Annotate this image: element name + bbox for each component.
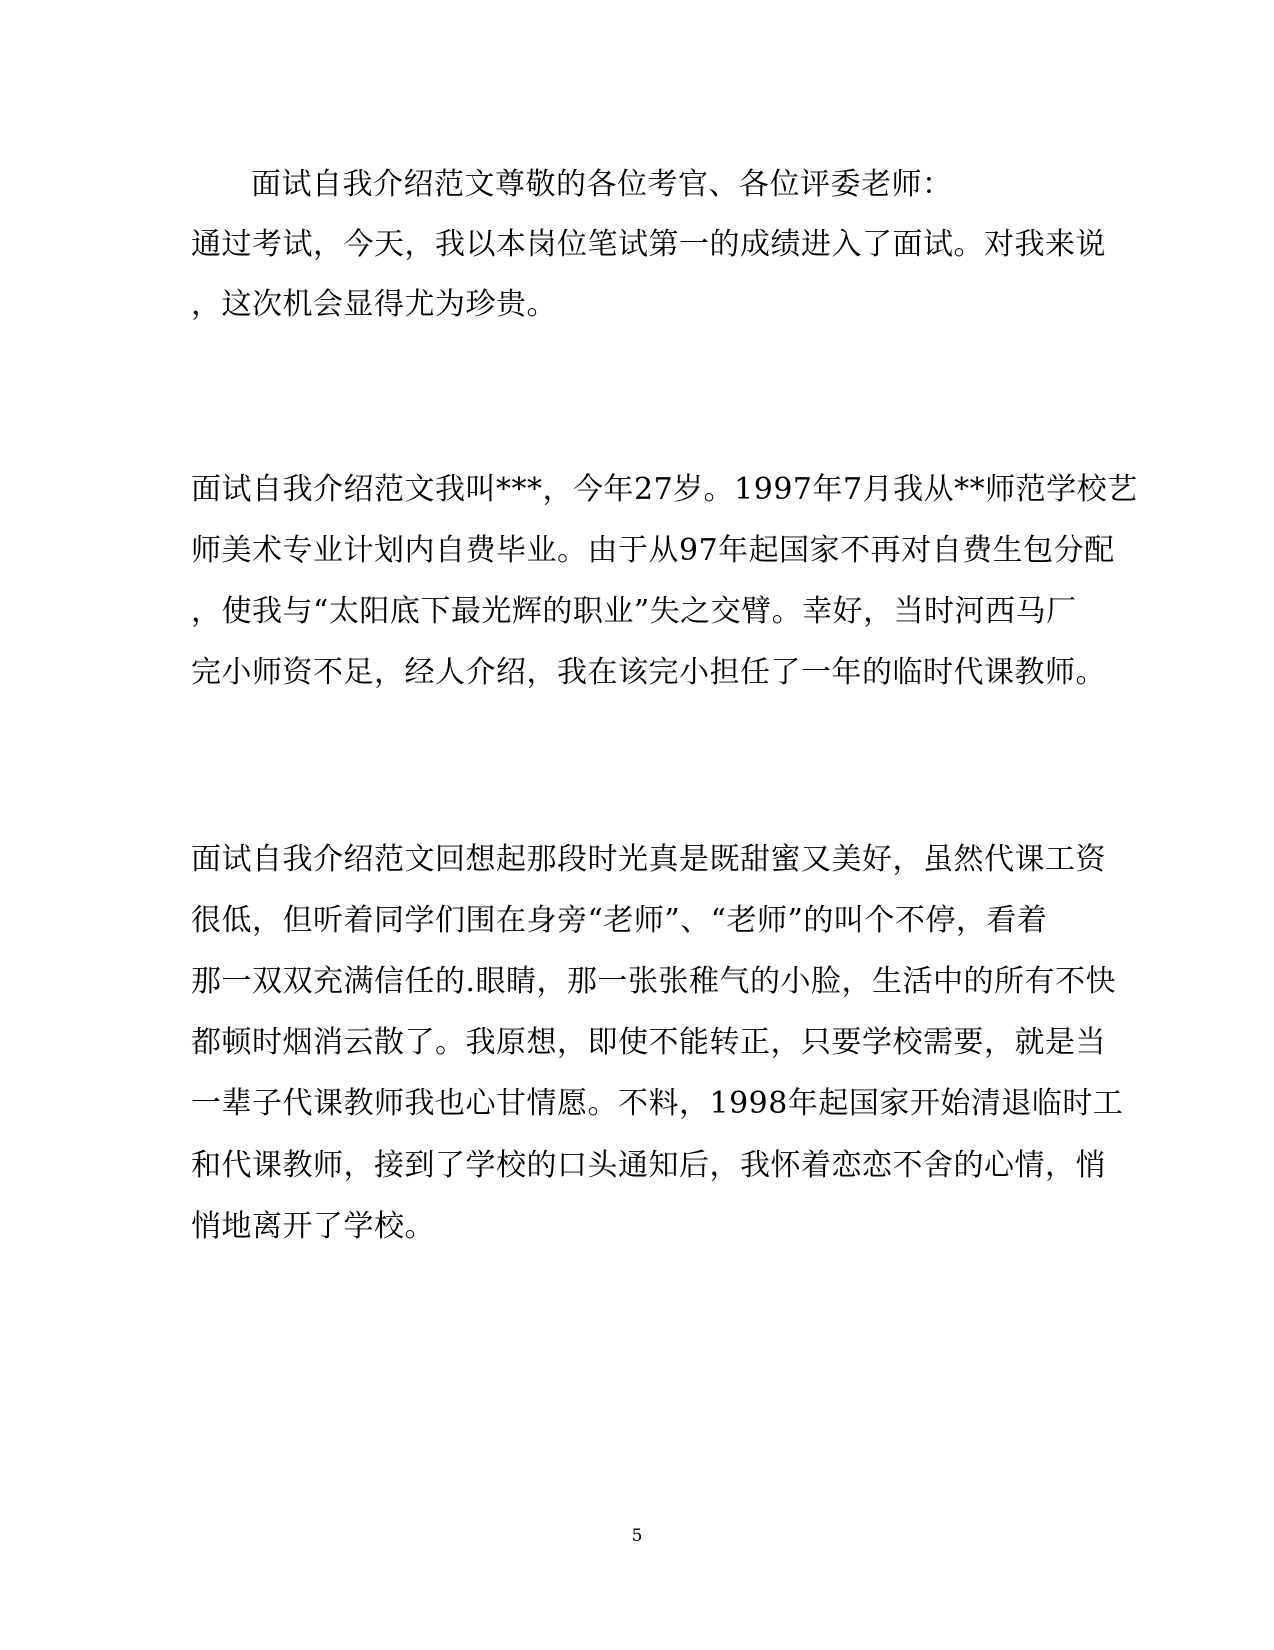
paragraph-line: 完小师资不足，经人介绍，我在该完小担任了一年的临时代课教师。 — [191, 655, 1106, 690]
paragraph-line: ，这次机会显得尤为珍贵。 — [191, 287, 557, 322]
paragraph-line: 面试自我介绍范文尊敬的各位考官、各位评委老师： — [251, 167, 953, 202]
paragraph-line: 通过考试，今天，我以本岗位笔试第一的成绩进入了面试。对我来说 — [191, 227, 1106, 262]
page-number: 5 — [631, 1526, 643, 1546]
paragraph-line: 那一双双充满信任的.眼睛，那一张张稚气的小脸，生活中的所有不快 — [191, 964, 1117, 999]
paragraph-line: 面试自我介绍范文我叫***，今年27岁。1997年7月我从**师范学校艺 — [191, 472, 1138, 507]
paragraph-line: 和代课教师，接到了学校的口头通知后，我怀着恋恋不舍的心情，悄 — [191, 1148, 1106, 1183]
paragraph-line: ，使我与“太阳底下最光辉的职业”失之交臂。幸好，当时河西马厂 — [191, 594, 1077, 629]
paragraph-line: 一辈子代课教师我也心甘情愿。不料，1998年起国家开始清退临时工 — [191, 1086, 1124, 1121]
paragraph-line: 面试自我介绍范文回想起那段时光真是既甜蜜又美好，虽然代课工资 — [191, 842, 1106, 877]
paragraph-line: 师美术专业计划内自费毕业。由于从97年起国家不再对自费生包分配 — [191, 533, 1115, 568]
paragraph-line: 悄地离开了学校。 — [191, 1209, 435, 1244]
paragraph-line: 很低，但听着同学们围在身旁“老师”、“老师”的叫个不停，看着 — [191, 903, 1048, 938]
paragraph-line: 都顿时烟消云散了。我原想，即使不能转正，只要学校需要，就是当 — [191, 1025, 1106, 1060]
